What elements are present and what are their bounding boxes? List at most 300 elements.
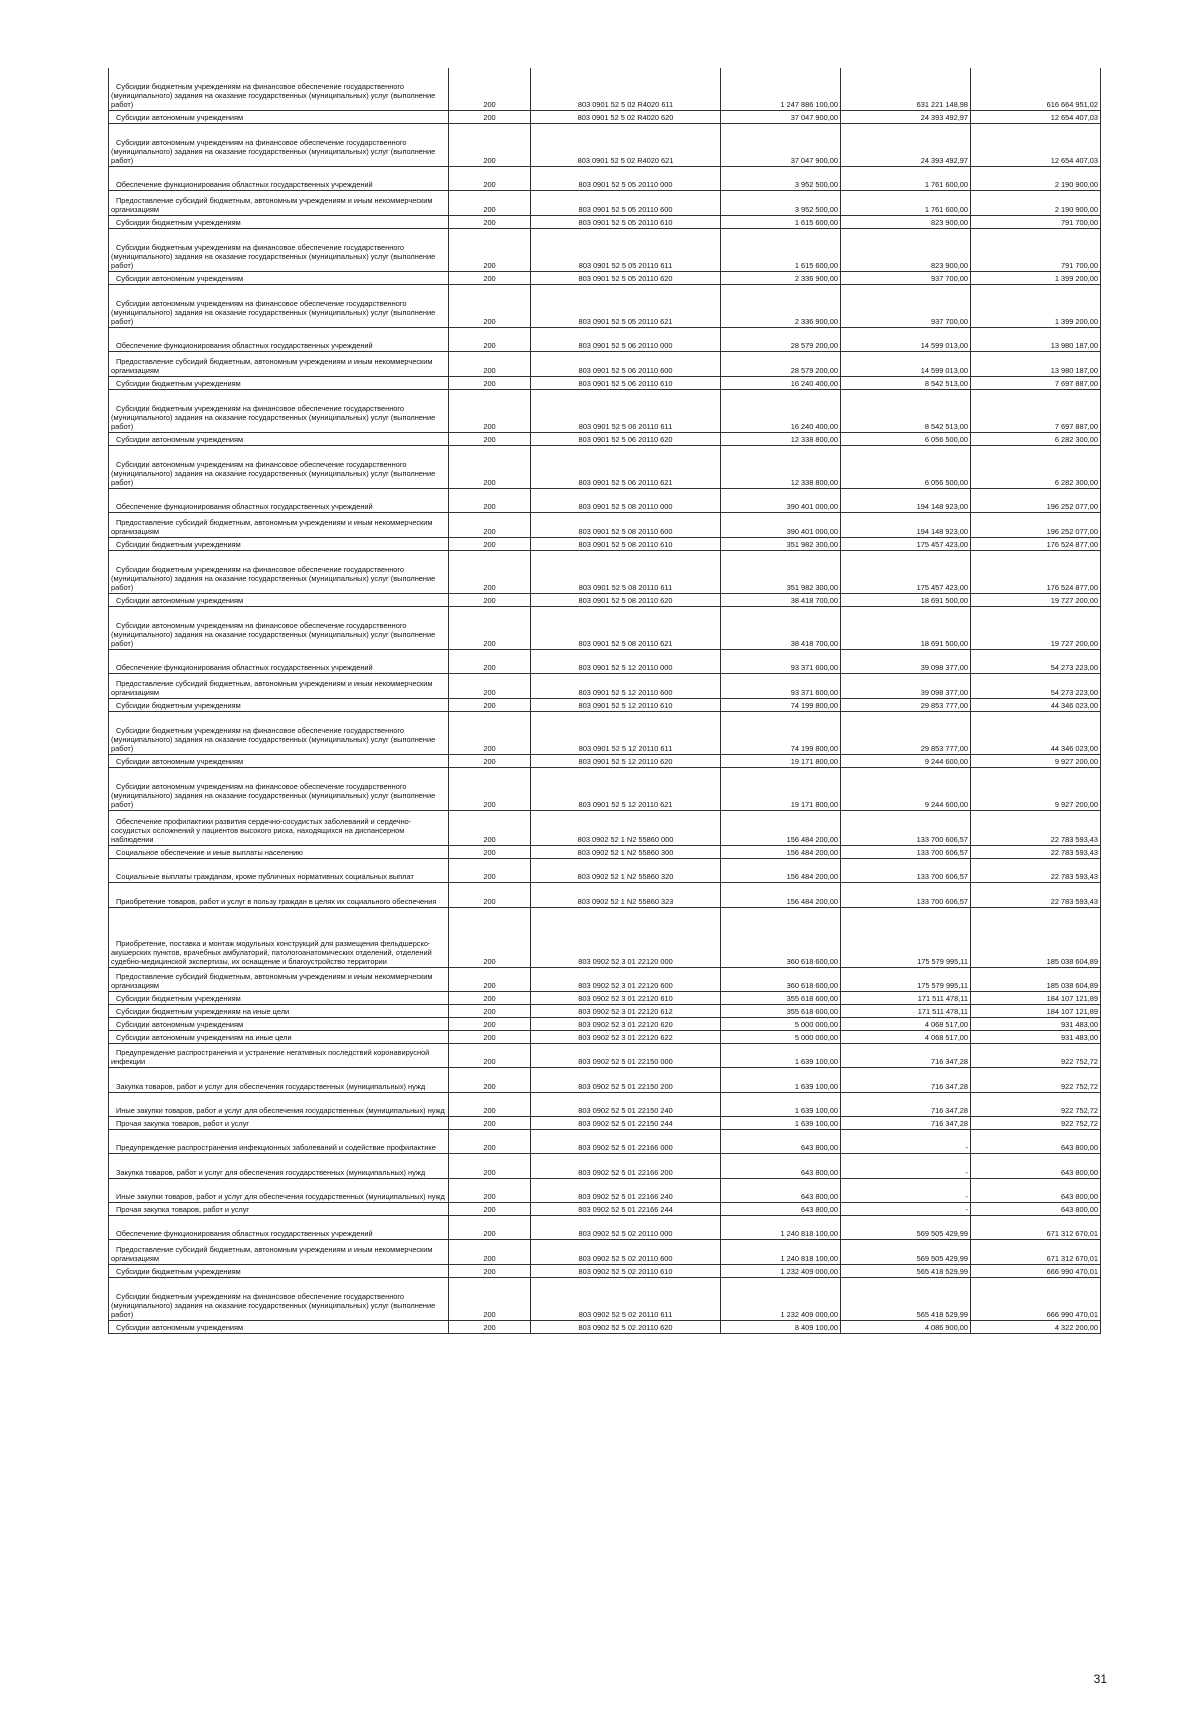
budget-classification-code: 803 0902 52 5 01 22150 200 bbox=[531, 1067, 721, 1092]
budget-classification-code: 803 0902 52 3 01 22120 610 bbox=[531, 991, 721, 1004]
approved-amount: 1 615 600,00 bbox=[721, 215, 841, 228]
approved-amount: 5 000 000,00 bbox=[721, 1030, 841, 1043]
remaining-amount: 643 800,00 bbox=[971, 1153, 1101, 1178]
table-row bbox=[109, 1277, 1101, 1320]
line-item-text: Субсидии бюджетным учреждениям на финансовое обеспечение государственного (муниципального) задания на оказание государственных (муниципальных) услуг (выполнение работ) bbox=[111, 725, 436, 753]
budget-classification-code: 803 0901 52 5 02 R4020 620 bbox=[531, 110, 721, 123]
remaining-amount: 666 990 470,01 bbox=[971, 1277, 1101, 1320]
table-row bbox=[109, 166, 1101, 190]
status-code-cell: 200 bbox=[449, 215, 531, 228]
executed-amount: 8 542 513,00 bbox=[841, 389, 971, 432]
approved-amount: 1 232 409 000,00 bbox=[721, 1264, 841, 1277]
executed-amount: 6 056 500,00 bbox=[841, 445, 971, 488]
line-item-text: Субсидии автономным учреждениям на финансовое обеспечение государственного (муниципального) задания на оказание государственных (муниципальных) услуг (выполнение работ) bbox=[111, 781, 436, 809]
line-item-name bbox=[109, 1043, 449, 1067]
approved-amount: 1 639 100,00 bbox=[721, 1116, 841, 1129]
status-code-cell: 200 bbox=[449, 754, 531, 767]
table-row bbox=[109, 1153, 1101, 1178]
remaining-amount: 2 190 900,00 bbox=[971, 190, 1101, 215]
table-row bbox=[109, 123, 1101, 166]
table-row bbox=[109, 698, 1101, 711]
budget-classification-code: 803 0902 52 1 N2 55860 300 bbox=[531, 845, 721, 858]
remaining-amount: 13 980 187,00 bbox=[971, 327, 1101, 351]
remaining-amount: 922 752,72 bbox=[971, 1116, 1101, 1129]
line-item-name bbox=[109, 123, 449, 166]
budget-classification-code: 803 0901 52 5 06 20110 600 bbox=[531, 351, 721, 376]
remaining-amount: 184 107 121,89 bbox=[971, 1004, 1101, 1017]
budget-classification-code: 803 0901 52 5 05 20110 610 bbox=[531, 215, 721, 228]
line-item-text: Обеспечение функционирования областных государственных учреждений bbox=[116, 1228, 373, 1238]
executed-amount: 716 347,28 bbox=[841, 1116, 971, 1129]
executed-amount: 194 148 923,00 bbox=[841, 488, 971, 512]
table-row bbox=[109, 673, 1101, 698]
status-code-cell: 200 bbox=[449, 1092, 531, 1116]
line-item-text: Субсидии бюджетным учреждениям на финансовое обеспечение государственного (муниципального) задания на оказание государственных (муниципальных) услуг (выполнение работ) bbox=[111, 403, 436, 431]
approved-amount: 390 401 000,00 bbox=[721, 488, 841, 512]
table-row bbox=[109, 537, 1101, 550]
line-item-name bbox=[109, 845, 449, 858]
line-item-text: Предупреждение распространения инфекционных заболеваний и содействие профилактике bbox=[116, 1142, 436, 1152]
budget-classification-code: 803 0902 52 3 01 22120 622 bbox=[531, 1030, 721, 1043]
status-code-cell: 200 bbox=[449, 1043, 531, 1067]
status-code-cell: 200 bbox=[449, 327, 531, 351]
remaining-amount: 185 038 604,89 bbox=[971, 907, 1101, 967]
line-item-text: Субсидии бюджетным учреждениям bbox=[116, 378, 241, 388]
budget-classification-code: 803 0901 52 5 06 20110 611 bbox=[531, 389, 721, 432]
line-item-name bbox=[109, 1277, 449, 1320]
remaining-amount: 6 282 300,00 bbox=[971, 445, 1101, 488]
line-item-name bbox=[109, 271, 449, 284]
table-row bbox=[109, 432, 1101, 445]
line-item-text: Субсидии автономным учреждениям bbox=[116, 595, 244, 605]
approved-amount: 1 615 600,00 bbox=[721, 228, 841, 271]
line-item-name bbox=[109, 550, 449, 593]
status-code-cell: 200 bbox=[449, 228, 531, 271]
table-row bbox=[109, 512, 1101, 537]
remaining-amount: 922 752,72 bbox=[971, 1043, 1101, 1067]
remaining-amount: 22 783 593,43 bbox=[971, 810, 1101, 845]
line-item-text: Субсидии бюджетным учреждениям bbox=[116, 700, 241, 710]
approved-amount: 156 484 200,00 bbox=[721, 858, 841, 882]
status-code-cell: 200 bbox=[449, 1030, 531, 1043]
status-code-cell: 200 bbox=[449, 593, 531, 606]
budget-classification-code: 803 0902 52 5 01 22150 000 bbox=[531, 1043, 721, 1067]
remaining-amount: 19 727 200,00 bbox=[971, 606, 1101, 649]
executed-amount: - bbox=[841, 1178, 971, 1202]
remaining-amount: 931 483,00 bbox=[971, 1017, 1101, 1030]
table-row bbox=[109, 68, 1101, 110]
remaining-amount: 791 700,00 bbox=[971, 215, 1101, 228]
remaining-amount: 9 927 200,00 bbox=[971, 767, 1101, 810]
budget-classification-code: 803 0901 52 5 12 20110 610 bbox=[531, 698, 721, 711]
status-code-cell: 200 bbox=[449, 1153, 531, 1178]
line-item-name bbox=[109, 810, 449, 845]
line-item-name bbox=[109, 698, 449, 711]
executed-amount: 4 068 517,00 bbox=[841, 1017, 971, 1030]
table-row bbox=[109, 1030, 1101, 1043]
status-code-cell: 200 bbox=[449, 1116, 531, 1129]
table-row bbox=[109, 907, 1101, 967]
table-row bbox=[109, 754, 1101, 767]
approved-amount: 38 418 700,00 bbox=[721, 593, 841, 606]
approved-amount: 643 800,00 bbox=[721, 1153, 841, 1178]
line-item-name bbox=[109, 351, 449, 376]
line-item-name bbox=[109, 1178, 449, 1202]
remaining-amount: 4 322 200,00 bbox=[971, 1320, 1101, 1333]
line-item-name bbox=[109, 190, 449, 215]
line-item-text: Субсидии автономным учреждениям bbox=[116, 434, 244, 444]
status-code-cell: 200 bbox=[449, 123, 531, 166]
line-item-text: Предупреждение распространения и устранение негативных последствий коронавирусной инфекции bbox=[111, 1047, 430, 1066]
line-item-name bbox=[109, 858, 449, 882]
executed-amount: 937 700,00 bbox=[841, 284, 971, 327]
executed-amount: 175 579 995,11 bbox=[841, 907, 971, 967]
remaining-amount: 6 282 300,00 bbox=[971, 432, 1101, 445]
approved-amount: 156 484 200,00 bbox=[721, 882, 841, 907]
line-item-text: Иные закупки товаров, работ и услуг для обеспечения государственных (муниципальных) нужд bbox=[116, 1105, 445, 1115]
line-item-text: Обеспечение функционирования областных государственных учреждений bbox=[116, 340, 373, 350]
line-item-name bbox=[109, 1030, 449, 1043]
budget-classification-code: 803 0902 52 5 01 22166 200 bbox=[531, 1153, 721, 1178]
line-item-name bbox=[109, 1004, 449, 1017]
status-code-cell: 200 bbox=[449, 376, 531, 389]
status-code-cell: 200 bbox=[449, 68, 531, 110]
line-item-name bbox=[109, 767, 449, 810]
remaining-amount: 671 312 670,01 bbox=[971, 1239, 1101, 1264]
approved-amount: 37 047 900,00 bbox=[721, 123, 841, 166]
executed-amount: 1 761 600,00 bbox=[841, 166, 971, 190]
executed-amount: - bbox=[841, 1129, 971, 1153]
remaining-amount: 22 783 593,43 bbox=[971, 858, 1101, 882]
remaining-amount: 185 038 604,89 bbox=[971, 967, 1101, 991]
status-code-cell: 200 bbox=[449, 432, 531, 445]
line-item-name bbox=[109, 68, 449, 110]
line-item-name bbox=[109, 512, 449, 537]
remaining-amount: 54 273 223,00 bbox=[971, 649, 1101, 673]
line-item-text: Субсидии бюджетным учреждениям bbox=[116, 539, 241, 549]
table-row bbox=[109, 389, 1101, 432]
budget-classification-code: 803 0902 52 5 01 22166 244 bbox=[531, 1202, 721, 1215]
line-item-text: Предоставление субсидий бюджетным, автономным учреждениям и иным некоммерческим организациям bbox=[111, 517, 433, 536]
line-item-text: Обеспечение функционирования областных государственных учреждений bbox=[116, 179, 373, 189]
budget-classification-code: 803 0902 52 5 02 20110 610 bbox=[531, 1264, 721, 1277]
line-item-text: Социальные выплаты гражданам, кроме публичных нормативных социальных выплат bbox=[116, 871, 414, 881]
line-item-name bbox=[109, 606, 449, 649]
table-row bbox=[109, 1116, 1101, 1129]
line-item-text: Субсидии бюджетным учреждениям на иные цели bbox=[116, 1006, 290, 1016]
remaining-amount: 666 990 470,01 bbox=[971, 1264, 1101, 1277]
budget-classification-code: 803 0902 52 3 01 22120 620 bbox=[531, 1017, 721, 1030]
status-code-cell: 200 bbox=[449, 550, 531, 593]
status-code-cell: 200 bbox=[449, 537, 531, 550]
status-code-cell: 200 bbox=[449, 1215, 531, 1239]
executed-amount: 716 347,28 bbox=[841, 1067, 971, 1092]
line-item-text: Субсидии автономным учреждениям bbox=[116, 112, 244, 122]
executed-amount: 175 457 423,00 bbox=[841, 537, 971, 550]
budget-classification-code: 803 0902 52 1 N2 55860 000 bbox=[531, 810, 721, 845]
executed-amount: 565 418 529,99 bbox=[841, 1277, 971, 1320]
executed-amount: 18 691 500,00 bbox=[841, 593, 971, 606]
remaining-amount: 643 800,00 bbox=[971, 1202, 1101, 1215]
table-row bbox=[109, 1067, 1101, 1092]
line-item-name bbox=[109, 1067, 449, 1092]
budget-classification-code: 803 0901 52 5 12 20110 620 bbox=[531, 754, 721, 767]
line-item-name bbox=[109, 593, 449, 606]
executed-amount: 9 244 600,00 bbox=[841, 754, 971, 767]
status-code-cell: 200 bbox=[449, 991, 531, 1004]
table-row bbox=[109, 351, 1101, 376]
status-code-cell: 200 bbox=[449, 1239, 531, 1264]
remaining-amount: 671 312 670,01 bbox=[971, 1215, 1101, 1239]
budget-classification-code: 803 0902 52 5 02 20110 611 bbox=[531, 1277, 721, 1320]
table-row bbox=[109, 767, 1101, 810]
table-row bbox=[109, 271, 1101, 284]
approved-amount: 16 240 400,00 bbox=[721, 376, 841, 389]
approved-amount: 93 371 600,00 bbox=[721, 673, 841, 698]
line-item-name bbox=[109, 327, 449, 351]
budget-classification-code: 803 0902 52 1 N2 55860 323 bbox=[531, 882, 721, 907]
approved-amount: 1 247 886 100,00 bbox=[721, 68, 841, 110]
status-code-cell: 200 bbox=[449, 271, 531, 284]
line-item-text: Субсидии автономным учреждениям на иные цели bbox=[116, 1032, 292, 1042]
remaining-amount: 176 524 877,00 bbox=[971, 537, 1101, 550]
approved-amount: 12 338 800,00 bbox=[721, 432, 841, 445]
line-item-text: Предоставление субсидий бюджетным, автономным учреждениям и иным некоммерческим организациям bbox=[111, 1244, 433, 1263]
executed-amount: 1 761 600,00 bbox=[841, 190, 971, 215]
status-code-cell: 200 bbox=[449, 445, 531, 488]
remaining-amount: 54 273 223,00 bbox=[971, 673, 1101, 698]
table-row bbox=[109, 445, 1101, 488]
line-item-name bbox=[109, 1320, 449, 1333]
status-code-cell: 200 bbox=[449, 488, 531, 512]
table-row bbox=[109, 376, 1101, 389]
table-row bbox=[109, 550, 1101, 593]
table-row bbox=[109, 593, 1101, 606]
remaining-amount: 7 697 887,00 bbox=[971, 376, 1101, 389]
table-row bbox=[109, 711, 1101, 754]
line-item-name bbox=[109, 376, 449, 389]
table-row bbox=[109, 845, 1101, 858]
status-code-cell: 200 bbox=[449, 190, 531, 215]
line-item-name bbox=[109, 649, 449, 673]
budget-classification-code: 803 0901 52 5 12 20110 621 bbox=[531, 767, 721, 810]
executed-amount: 823 900,00 bbox=[841, 228, 971, 271]
line-item-text: Предоставление субсидий бюджетным, автономным учреждениям и иным некоммерческим организациям bbox=[111, 971, 433, 990]
approved-amount: 19 171 800,00 bbox=[721, 754, 841, 767]
line-item-name bbox=[109, 967, 449, 991]
approved-amount: 74 199 800,00 bbox=[721, 698, 841, 711]
line-item-name bbox=[109, 754, 449, 767]
executed-amount: 631 221 148,98 bbox=[841, 68, 971, 110]
line-item-text: Приобретение, поставка и монтаж модульных конструкций для размещения фельдшерско-акушерских пунктов, врачебных амбулаторий, патологоанатомических отделений, отделений судебно-медицинской экспертизы, их оснащение и благоустройство территории bbox=[111, 938, 432, 966]
executed-amount: 39 098 377,00 bbox=[841, 649, 971, 673]
executed-amount: 133 700 606,57 bbox=[841, 810, 971, 845]
remaining-amount: 643 800,00 bbox=[971, 1129, 1101, 1153]
executed-amount: 175 457 423,00 bbox=[841, 550, 971, 593]
executed-amount: 565 418 529,99 bbox=[841, 1264, 971, 1277]
remaining-amount: 922 752,72 bbox=[971, 1092, 1101, 1116]
approved-amount: 38 418 700,00 bbox=[721, 606, 841, 649]
table-row bbox=[109, 1004, 1101, 1017]
status-code-cell: 200 bbox=[449, 858, 531, 882]
remaining-amount: 22 783 593,43 bbox=[971, 845, 1101, 858]
budget-classification-code: 803 0902 52 5 02 20110 600 bbox=[531, 1239, 721, 1264]
status-code-cell: 200 bbox=[449, 649, 531, 673]
table-row bbox=[109, 858, 1101, 882]
line-item-text: Субсидии автономным учреждениям bbox=[116, 1322, 244, 1332]
line-item-text: Субсидии автономным учреждениям на финансовое обеспечение государственного (муниципального) задания на оказание государственных (муниципальных) услуг (выполнение работ) bbox=[111, 459, 436, 487]
line-item-text: Субсидии автономным учреждениям на финансовое обеспечение государственного (муниципального) задания на оказание государственных (муниципальных) услуг (выполнение работ) bbox=[111, 137, 436, 165]
executed-amount: 8 542 513,00 bbox=[841, 376, 971, 389]
table-row bbox=[109, 110, 1101, 123]
budget-classification-code: 803 0901 52 5 08 20110 611 bbox=[531, 550, 721, 593]
table-row bbox=[109, 649, 1101, 673]
status-code-cell: 200 bbox=[449, 967, 531, 991]
budget-classification-code: 803 0901 52 5 02 R4020 611 bbox=[531, 68, 721, 110]
line-item-name bbox=[109, 673, 449, 698]
table-row bbox=[109, 882, 1101, 907]
approved-amount: 390 401 000,00 bbox=[721, 512, 841, 537]
line-item-name bbox=[109, 1092, 449, 1116]
executed-amount: 823 900,00 bbox=[841, 215, 971, 228]
executed-amount: 716 347,28 bbox=[841, 1092, 971, 1116]
remaining-amount: 44 346 023,00 bbox=[971, 711, 1101, 754]
budget-classification-code: 803 0901 52 5 06 20110 621 bbox=[531, 445, 721, 488]
table-row bbox=[109, 284, 1101, 327]
table-row bbox=[109, 1215, 1101, 1239]
line-item-name bbox=[109, 1239, 449, 1264]
status-code-cell: 200 bbox=[449, 1320, 531, 1333]
line-item-text: Прочая закупка товаров, работ и услуг bbox=[116, 1118, 250, 1128]
table-row bbox=[109, 1092, 1101, 1116]
budget-classification-code: 803 0901 52 5 08 20110 610 bbox=[531, 537, 721, 550]
table-row bbox=[109, 1129, 1101, 1153]
approved-amount: 1 240 818 100,00 bbox=[721, 1215, 841, 1239]
line-item-text: Субсидии бюджетным учреждениям bbox=[116, 217, 241, 227]
line-item-text: Субсидии бюджетным учреждениям bbox=[116, 993, 241, 1003]
budget-classification-code: 803 0902 52 5 01 22150 240 bbox=[531, 1092, 721, 1116]
executed-amount: 6 056 500,00 bbox=[841, 432, 971, 445]
status-code-cell: 200 bbox=[449, 711, 531, 754]
status-code-cell: 200 bbox=[449, 166, 531, 190]
table-row bbox=[109, 810, 1101, 845]
budget-execution-table bbox=[108, 68, 1101, 1334]
executed-amount: 24 393 492,97 bbox=[841, 110, 971, 123]
executed-amount: 14 599 013,00 bbox=[841, 327, 971, 351]
approved-amount: 16 240 400,00 bbox=[721, 389, 841, 432]
table-row bbox=[109, 1264, 1101, 1277]
approved-amount: 8 409 100,00 bbox=[721, 1320, 841, 1333]
line-item-text: Субсидии автономным учреждениям bbox=[116, 273, 244, 283]
budget-classification-code: 803 0901 52 5 08 20110 620 bbox=[531, 593, 721, 606]
status-code-cell: 200 bbox=[449, 810, 531, 845]
executed-amount: 39 098 377,00 bbox=[841, 673, 971, 698]
approved-amount: 3 952 500,00 bbox=[721, 190, 841, 215]
executed-amount: 133 700 606,57 bbox=[841, 858, 971, 882]
approved-amount: 643 800,00 bbox=[721, 1202, 841, 1215]
line-item-name bbox=[109, 1215, 449, 1239]
remaining-amount: 2 190 900,00 bbox=[971, 166, 1101, 190]
budget-classification-code: 803 0902 52 5 02 20110 620 bbox=[531, 1320, 721, 1333]
executed-amount: 716 347,28 bbox=[841, 1043, 971, 1067]
executed-amount: 194 148 923,00 bbox=[841, 512, 971, 537]
approved-amount: 28 579 200,00 bbox=[721, 327, 841, 351]
budget-classification-code: 803 0901 52 5 05 20110 620 bbox=[531, 271, 721, 284]
executed-amount: 14 599 013,00 bbox=[841, 351, 971, 376]
remaining-amount: 9 927 200,00 bbox=[971, 754, 1101, 767]
line-item-name bbox=[109, 537, 449, 550]
line-item-name bbox=[109, 110, 449, 123]
status-code-cell: 200 bbox=[449, 1264, 531, 1277]
table-row bbox=[109, 1017, 1101, 1030]
line-item-text: Субсидии автономным учреждениям на финансовое обеспечение государственного (муниципального) задания на оказание государственных (муниципальных) услуг (выполнение работ) bbox=[111, 298, 436, 326]
remaining-amount: 12 654 407,03 bbox=[971, 110, 1101, 123]
table-row bbox=[109, 488, 1101, 512]
budget-classification-code: 803 0901 52 5 06 20110 620 bbox=[531, 432, 721, 445]
status-code-cell: 200 bbox=[449, 1178, 531, 1202]
line-item-name bbox=[109, 432, 449, 445]
line-item-text: Субсидии автономным учреждениям на финансовое обеспечение государственного (муниципального) задания на оказание государственных (муниципальных) услуг (выполнение работ) bbox=[111, 620, 436, 648]
line-item-name bbox=[109, 1202, 449, 1215]
budget-classification-code: 803 0901 52 5 05 20110 600 bbox=[531, 190, 721, 215]
approved-amount: 156 484 200,00 bbox=[721, 845, 841, 858]
executed-amount: - bbox=[841, 1153, 971, 1178]
line-item-name bbox=[109, 445, 449, 488]
budget-classification-code: 803 0902 52 3 01 22120 000 bbox=[531, 907, 721, 967]
budget-classification-code: 803 0901 52 5 12 20110 600 bbox=[531, 673, 721, 698]
status-code-cell: 200 bbox=[449, 1202, 531, 1215]
status-code-cell: 200 bbox=[449, 1017, 531, 1030]
approved-amount: 5 000 000,00 bbox=[721, 1017, 841, 1030]
line-item-name bbox=[109, 1264, 449, 1277]
budget-classification-code: 803 0901 52 5 08 20110 621 bbox=[531, 606, 721, 649]
executed-amount: 24 393 492,97 bbox=[841, 123, 971, 166]
status-code-cell: 200 bbox=[449, 673, 531, 698]
line-item-name bbox=[109, 1116, 449, 1129]
remaining-amount: 922 752,72 bbox=[971, 1067, 1101, 1092]
line-item-text: Обеспечение профилактики развития сердечно-сосудистых заболеваний и сердечно-сосудистых осложнений у пациентов высокого риска, находящихся на диспансерном наблюдении bbox=[111, 816, 412, 844]
remaining-amount: 791 700,00 bbox=[971, 228, 1101, 271]
approved-amount: 2 336 900,00 bbox=[721, 271, 841, 284]
line-item-text: Прочая закупка товаров, работ и услуг bbox=[116, 1204, 250, 1214]
executed-amount: 29 853 777,00 bbox=[841, 698, 971, 711]
table-row bbox=[109, 606, 1101, 649]
status-code-cell: 200 bbox=[449, 1277, 531, 1320]
status-code-cell: 200 bbox=[449, 284, 531, 327]
approved-amount: 12 338 800,00 bbox=[721, 445, 841, 488]
line-item-text: Субсидии автономным учреждениям bbox=[116, 756, 244, 766]
line-item-name bbox=[109, 907, 449, 967]
status-code-cell: 200 bbox=[449, 767, 531, 810]
executed-amount: 4 068 517,00 bbox=[841, 1030, 971, 1043]
executed-amount: 569 505 429,99 bbox=[841, 1239, 971, 1264]
status-code-cell: 200 bbox=[449, 389, 531, 432]
approved-amount: 1 639 100,00 bbox=[721, 1092, 841, 1116]
status-code-cell: 200 bbox=[449, 907, 531, 967]
line-item-text: Социальное обеспечение и иные выплаты населению bbox=[116, 847, 303, 857]
budget-classification-code: 803 0901 52 5 05 20110 000 bbox=[531, 166, 721, 190]
approved-amount: 1 639 100,00 bbox=[721, 1067, 841, 1092]
table-row bbox=[109, 1239, 1101, 1264]
executed-amount: 171 511 478,11 bbox=[841, 991, 971, 1004]
remaining-amount: 931 483,00 bbox=[971, 1030, 1101, 1043]
status-code-cell: 200 bbox=[449, 698, 531, 711]
remaining-amount: 196 252 077,00 bbox=[971, 488, 1101, 512]
executed-amount: 569 505 429,99 bbox=[841, 1215, 971, 1239]
approved-amount: 1 639 100,00 bbox=[721, 1043, 841, 1067]
approved-amount: 3 952 500,00 bbox=[721, 166, 841, 190]
budget-classification-code: 803 0902 52 5 02 20110 000 bbox=[531, 1215, 721, 1239]
